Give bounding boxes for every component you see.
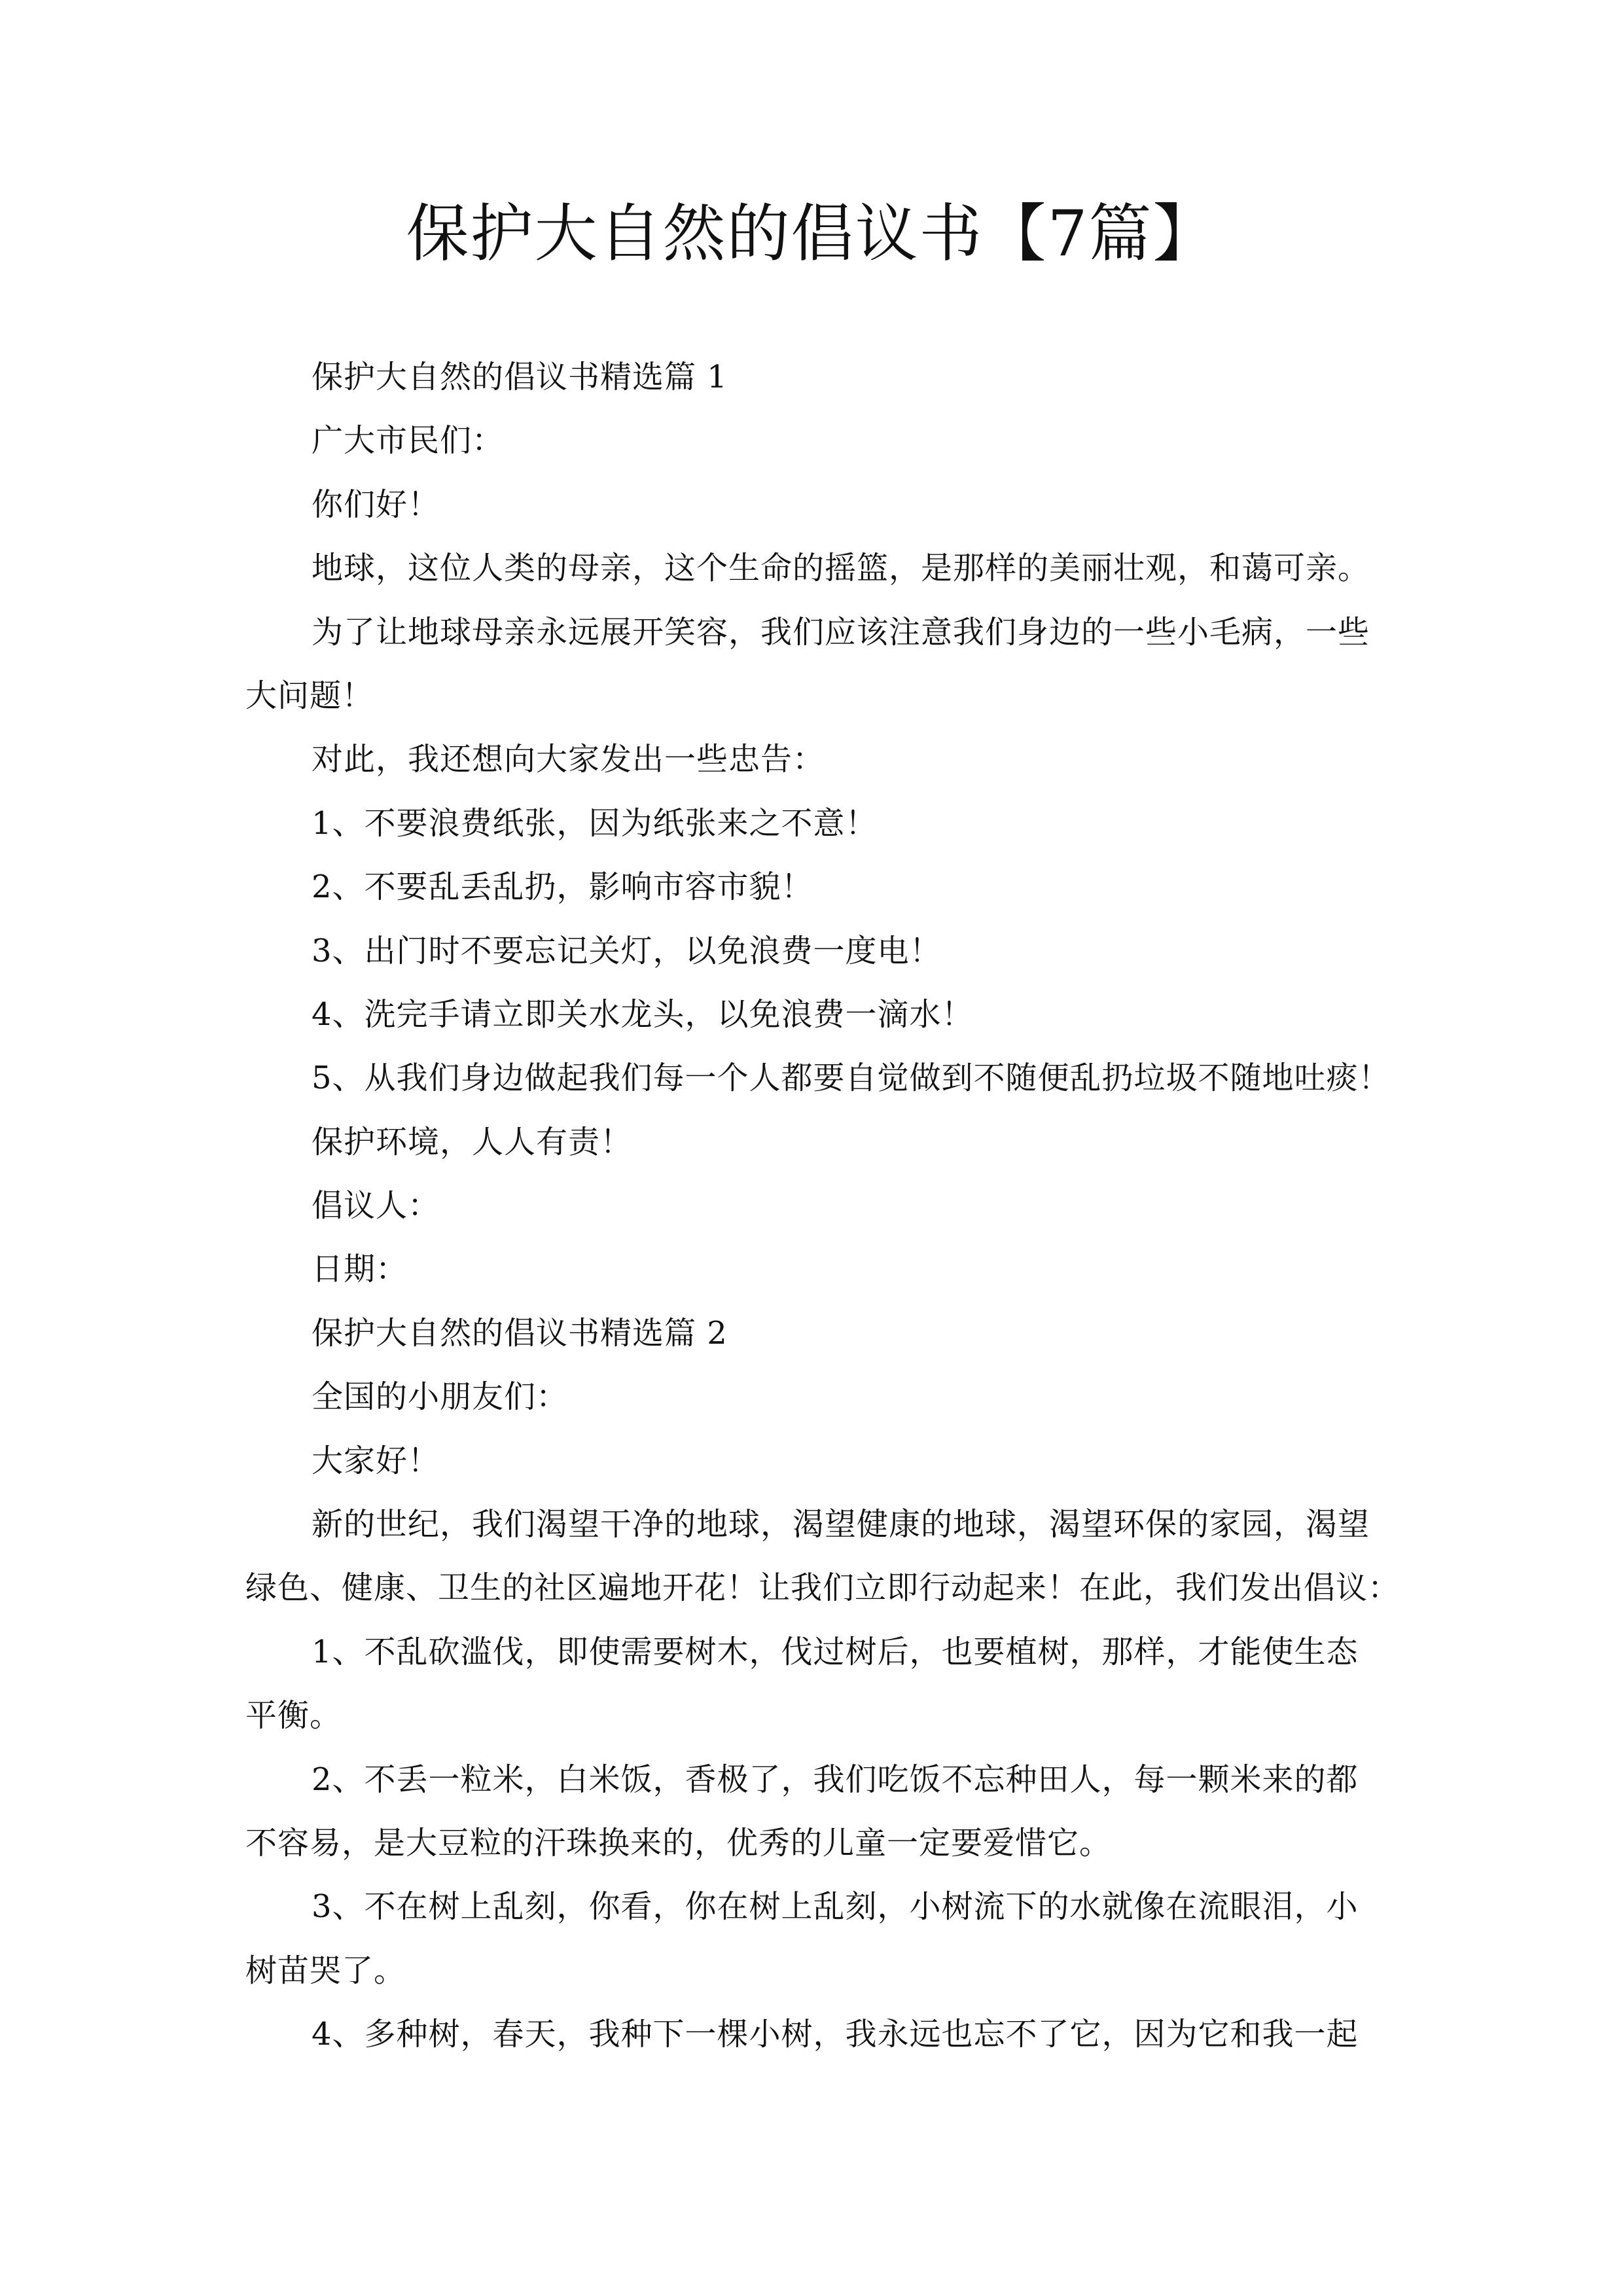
text-line: 为了让地球母亲永远展开笑容，我们应该注意我们身边的一些小毛病，一些 [312, 613, 1370, 651]
text-line: 大家好！ [312, 1442, 440, 1479]
text-line: 对此，我还想向大家发出一些忠告： [312, 741, 825, 778]
text-line: 1、不要浪费纸张，因为纸张来之不意！ [312, 804, 878, 842]
text-line: 2、不要乱丢乱扔，影响市容市貌！ [312, 869, 813, 906]
text-line: 保护大自然的倡议书精选篇 2 [312, 1314, 728, 1352]
document-title: 保护大自然的倡议书【7篇】 [406, 197, 1217, 270]
text-line: 2、不丢一粒米，白米饭，香极了，我们吃饭不忘种田人，每一颗米来的都 [312, 1761, 1359, 1798]
text-line: 日期： [312, 1251, 408, 1288]
document-body [245, 346, 1404, 2067]
text-line: 地球，这位人类的母亲，这个生命的摇篮，是那样的美丽壮观，和蔼可亲。 [312, 550, 1370, 587]
text-line: 3、出门时不要忘记关灯，以免浪费一度电！ [312, 932, 942, 969]
text-line: 保护环境，人人有责！ [312, 1123, 633, 1160]
text-line: 绿色、健康、卫生的社区遍地开花！让我们立即行动起来！在此，我们发出倡议： [245, 1570, 1400, 1607]
text-line: 新的世纪，我们渴望干净的地球，渴望健康的地球，渴望环保的家园，渴望 [312, 1506, 1370, 1543]
text-line: 5、从我们身边做起我们每一个人都要自觉做到不随便乱扔垃圾不随地吐痰！ [312, 1060, 1391, 1097]
text-line: 树苗哭了。 [245, 1952, 406, 1989]
text-line: 4、洗完手请立即关水龙头，以免浪费一滴水！ [312, 996, 974, 1033]
text-line: 大问题！ [245, 677, 374, 714]
text-line: 倡议人： [312, 1187, 440, 1225]
text-line: 3、不在树上乱刻，你看，你在树上乱刻，小树流下的水就像在流眼泪，小 [312, 1888, 1359, 1926]
text-line: 广大市民们： [312, 422, 505, 459]
text-line: 4、多种树，春天，我种下一棵小树，我永远也忘不了它，因为它和我一起 [312, 2016, 1359, 2053]
text-line: 1、不乱砍滥伐，即使需要树木，伐过树后，也要植树，那样，才能使生态 [312, 1633, 1359, 1670]
text-line: 全国的小朋友们： [312, 1378, 569, 1416]
text-line: 你们好！ [312, 486, 440, 523]
text-line: 平衡。 [245, 1697, 342, 1734]
text-line: 保护大自然的倡议书精选篇 1 [312, 359, 728, 395]
text-line: 不容易，是大豆粒的汗珠换来的，优秀的儿童一定要爱惜它。 [245, 1824, 1112, 1861]
